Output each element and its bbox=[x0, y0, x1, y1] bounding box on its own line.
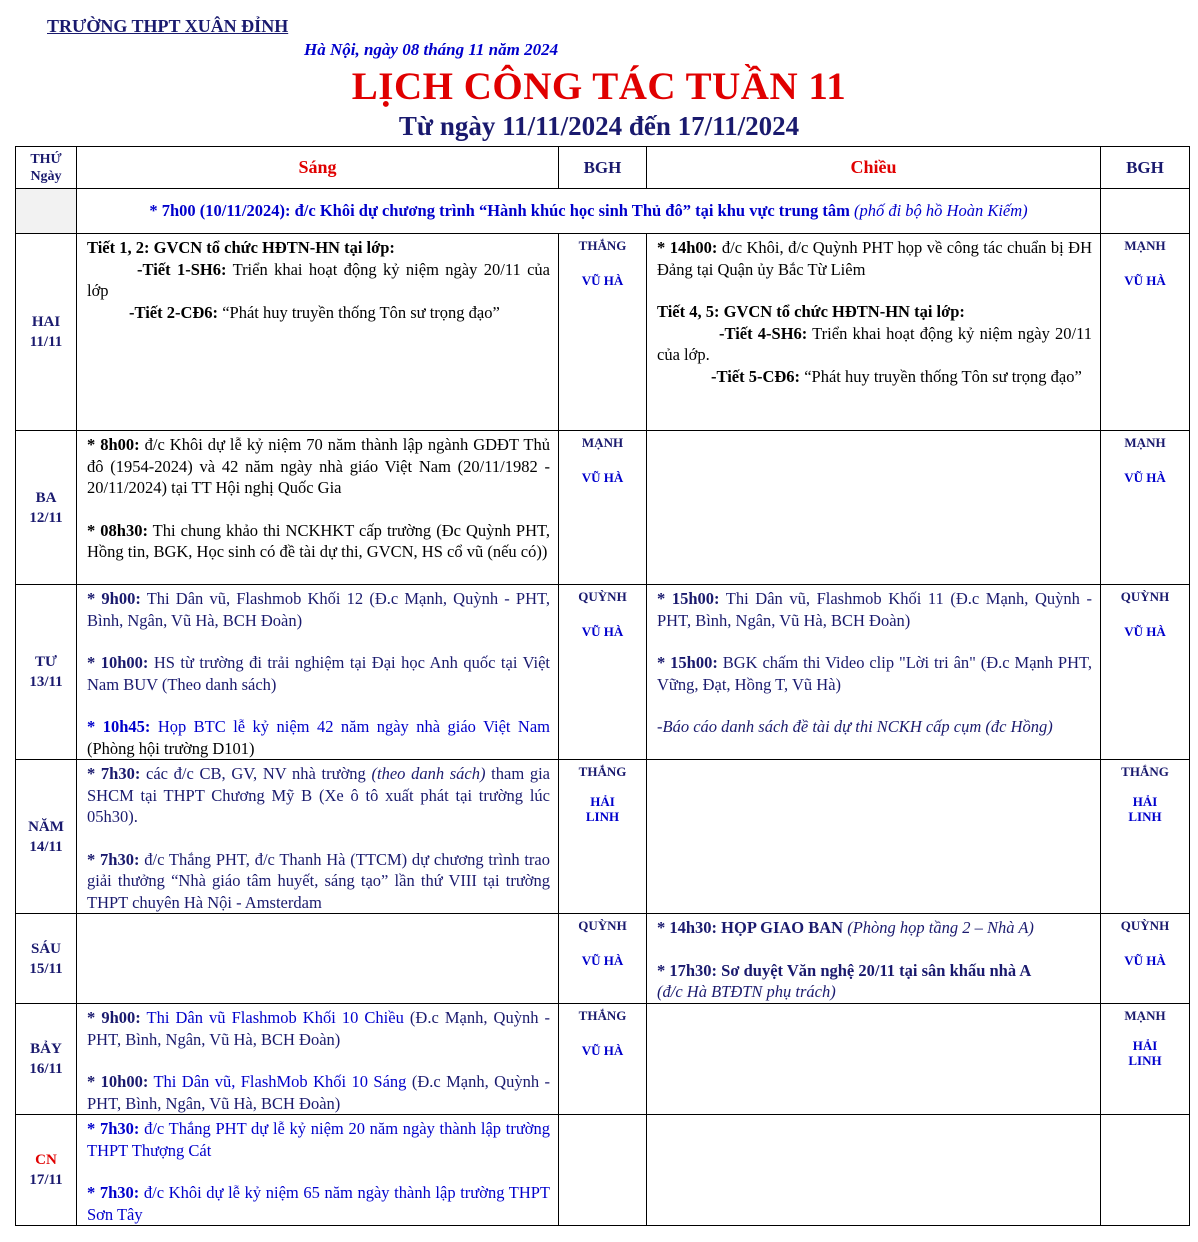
am-item bbox=[87, 1071, 550, 1114]
am-text: đ/c Khôi dự lễ kỷ niệm 70 năm thành lập ngành GDĐT Thủ đô (1954-2024) và 42 năm ngày nhà giáo Việt Nam (20/11/1982 - 20/11/2024) tại TT Hội nghị Quốc Gia bbox=[87, 435, 551, 497]
pm-text-italic: (đ/c Hà BTĐTN phụ trách) bbox=[657, 982, 836, 1001]
notice-italic: (phố đi bộ hồ Hoàn Kiếm) bbox=[853, 201, 1028, 220]
am-text-extra: (Đ.c Mạnh, Quỳnh - PHT, Bình, Ngân, Vũ Hà, BCH Đoàn) bbox=[87, 1008, 551, 1049]
bgh-leader: THẮNG bbox=[578, 764, 627, 779]
am-cell bbox=[77, 431, 559, 585]
day-name: CN bbox=[35, 1152, 57, 1168]
bgh-duty: VŨ HÀ bbox=[1124, 273, 1166, 288]
am-text: HS từ trường đi trải nghiệm tại Đại học Anh quốc tại Việt Nam BUV (Theo danh sách) bbox=[87, 653, 550, 694]
pm-item bbox=[657, 960, 1092, 1003]
bgh-duty: VŨ HÀ bbox=[581, 470, 624, 485]
day-name: BA bbox=[35, 489, 57, 506]
header-thu bbox=[16, 147, 77, 189]
pm-item bbox=[657, 917, 1092, 939]
bgh-duty: VŨ HÀ bbox=[1124, 953, 1166, 968]
am-item bbox=[87, 716, 550, 759]
am-text-italic: (theo danh sách) bbox=[371, 764, 486, 783]
bgh-am bbox=[559, 760, 647, 914]
pm-label: * 14h00: bbox=[657, 238, 718, 257]
bgh-duty: HẢI bbox=[1132, 794, 1158, 809]
pm-label: * 15h00: bbox=[657, 589, 720, 608]
bgh-am bbox=[559, 1115, 647, 1226]
am-label: * 8h00: bbox=[87, 435, 140, 454]
am-item bbox=[87, 763, 550, 828]
bgh-duty: VŨ HÀ bbox=[1124, 624, 1166, 639]
pm-label: * 14h30: HỌP GIAO BAN bbox=[657, 918, 844, 937]
pm-cell bbox=[647, 234, 1101, 431]
am-label: * 9h00: bbox=[87, 1008, 141, 1027]
pm-item: -Báo cáo danh sách đề tài dự thi NCKH cấp cụm (đc Hồng) bbox=[657, 717, 1053, 736]
am-text: Thi Dân vũ, FlashMob Khối 10 Sáng bbox=[148, 1072, 407, 1091]
day-date: 16/11 bbox=[29, 1061, 63, 1077]
bgh-leader: THẮNG bbox=[578, 1008, 627, 1023]
bgh-am bbox=[559, 1004, 647, 1115]
am-item bbox=[87, 1182, 550, 1225]
bgh-leader: MẠNH bbox=[1124, 238, 1166, 253]
am-cell bbox=[77, 234, 559, 431]
bgh-am bbox=[559, 234, 647, 431]
day-row-bay bbox=[16, 1004, 1190, 1115]
notice-cell bbox=[77, 189, 1101, 234]
header-row bbox=[16, 147, 1190, 189]
bgh-leader: QUỲNH bbox=[578, 589, 627, 604]
bgh-pm bbox=[1101, 1004, 1190, 1115]
bgh-pm bbox=[1101, 914, 1190, 1004]
am-item bbox=[87, 520, 550, 563]
am-label: * 7h30: bbox=[87, 849, 140, 869]
date-range: Từ ngày 11/11/2024 đến 17/11/2024 bbox=[398, 111, 800, 141]
bgh-pm bbox=[1101, 760, 1190, 914]
am-label: * 10h00: bbox=[87, 1072, 149, 1091]
day-row-ba bbox=[16, 431, 1190, 585]
am-text: đ/c Khôi dự lễ kỷ niệm 65 năm ngày thành lập trường THPT Sơn Tây bbox=[87, 1183, 551, 1224]
pm-cell bbox=[647, 1004, 1101, 1115]
bgh-pm bbox=[1101, 1115, 1190, 1226]
day-name: BẢY bbox=[30, 1041, 62, 1057]
page-title: LỊCH CÔNG TÁC TUẦN 11 bbox=[351, 65, 847, 108]
schedule-table bbox=[15, 146, 1190, 1226]
day-row-tu bbox=[16, 585, 1190, 760]
day-name: SÁU bbox=[30, 940, 61, 957]
pm-text: BGK chấm thi Video clip "Lời tri ân" (Đ.c Mạnh PHT, Vững, Đạt, Hồng T, Vũ Hà) bbox=[657, 653, 1092, 694]
am-text: đ/c Thắng PHT, đ/c Thanh Hà (TTCM) dự chương trình trao giải thưởng “Nhà giáo tâm huyết, sáng tạo” lần thứ VIII tại trường THPT chuyên Hà Nội - Amsterdam bbox=[87, 849, 550, 912]
bgh-pm bbox=[1101, 585, 1190, 760]
day-row-nam bbox=[16, 760, 1190, 914]
header-sang: Sáng bbox=[77, 147, 559, 189]
header-thu-line1: THỨ bbox=[30, 151, 62, 167]
pm-item bbox=[657, 237, 1092, 280]
am-label: * 7h30: bbox=[87, 1183, 140, 1202]
notice-bgh bbox=[1101, 189, 1190, 234]
day-cell bbox=[16, 760, 77, 914]
am-text: Thi chung khảo thi NCKHKT cấp trường (Đc Quỳnh PHT, Hồng tin, BGK, Học sinh có đề tài dự thi, GVCN, HS cổ vũ (nếu có)) bbox=[87, 520, 550, 561]
day-cell bbox=[16, 1115, 77, 1226]
am-cell bbox=[77, 760, 559, 914]
am-label: * 9h00: bbox=[87, 589, 141, 608]
day-date: 15/11 bbox=[29, 960, 63, 977]
am-text-extra: (Phòng hội trường D101) bbox=[87, 738, 255, 758]
am-label: -Tiết 2-CĐ6: bbox=[129, 302, 219, 322]
day-cell bbox=[16, 1004, 77, 1115]
bgh-duty: VŨ HÀ bbox=[581, 273, 624, 288]
day-date: 17/11 bbox=[29, 1172, 63, 1188]
bgh-leader: MẠNH bbox=[1124, 435, 1166, 450]
pm-text-italic: (Phòng họp tầng 2 – Nhà A) bbox=[843, 918, 1034, 937]
day-cell bbox=[16, 431, 77, 585]
dateline: Hà Nội, ngày 08 tháng 11 năm 2024 bbox=[304, 40, 559, 59]
header-bgh-pm: BGH bbox=[1101, 147, 1190, 189]
pm-cell bbox=[647, 585, 1101, 760]
am-item bbox=[87, 1007, 550, 1050]
bgh-leader: QUỲNH bbox=[1120, 918, 1170, 933]
pm-item bbox=[657, 588, 1092, 631]
bgh-leader: THẮNG bbox=[578, 238, 627, 253]
day-cell bbox=[16, 585, 77, 760]
day-name: TƯ bbox=[35, 654, 57, 670]
am-label: * 10h45: bbox=[87, 717, 151, 736]
am-text: đ/c Thắng PHT dự lễ kỷ niệm 20 năm ngày thành lập trường THPT Thượng Cát bbox=[87, 1119, 550, 1160]
am-text: “Phát huy truyền thống Tôn sư trọng đạo” bbox=[218, 302, 500, 322]
day-row-hai bbox=[16, 234, 1190, 431]
bgh-leader: QUỲNH bbox=[1120, 589, 1170, 604]
am-item bbox=[87, 652, 550, 695]
bgh-duty: VŨ HÀ bbox=[581, 624, 624, 639]
am-text: Thi Dân vũ, Flashmob Khối 12 (Đ.c Mạnh, Quỳnh - PHT, Bình, Ngân, Vũ Hà, BCH Đoàn) bbox=[87, 589, 550, 630]
bgh-duty: VŨ HÀ bbox=[581, 1043, 624, 1058]
pm-item bbox=[657, 652, 1092, 695]
am-item bbox=[87, 1118, 550, 1161]
bgh-pm bbox=[1101, 431, 1190, 585]
am-line bbox=[87, 259, 550, 302]
am-item bbox=[87, 434, 550, 499]
am-cell bbox=[77, 585, 559, 760]
pm-cell bbox=[647, 914, 1101, 1004]
bgh-duty: VŨ HÀ bbox=[1124, 470, 1166, 485]
day-date: 11/11 bbox=[29, 334, 63, 350]
bgh-pm bbox=[1101, 234, 1190, 431]
bgh-duty: HẢI bbox=[1132, 1038, 1158, 1053]
am-label: -Tiết 1-SH6: bbox=[137, 259, 227, 279]
day-name: HAI bbox=[31, 314, 61, 330]
day-row-sau bbox=[16, 914, 1190, 1004]
pm-line bbox=[657, 323, 1092, 366]
header-chieu: Chiều bbox=[647, 147, 1101, 189]
bgh-duty-2: LINH bbox=[1128, 1053, 1162, 1068]
bgh-duty-2: LINH bbox=[585, 809, 620, 824]
pm-label: * 17h30: Sơ duyệt Văn nghệ 20/11 tại sân khấu nhà A bbox=[657, 960, 1032, 980]
pm-cell bbox=[647, 1115, 1101, 1226]
school-name: TRƯỜNG THPT XUÂN ĐỈNH bbox=[47, 16, 289, 36]
day-name: NĂM bbox=[28, 818, 64, 835]
bgh-leader: QUỲNH bbox=[578, 918, 627, 933]
pm-label: -Tiết 4-SH6: bbox=[719, 323, 808, 343]
bgh-duty: HẢI bbox=[590, 794, 615, 809]
am-text-extra: (Đ.c Mạnh, Quỳnh - PHT, Bình, Ngân, Vũ Hà, BCH Đoàn) bbox=[87, 1072, 551, 1113]
am-item bbox=[87, 588, 550, 631]
bgh-leader: MẠNH bbox=[581, 435, 624, 450]
am-label: * 10h00: bbox=[87, 653, 149, 672]
am-cell bbox=[77, 914, 559, 1004]
bgh-am bbox=[559, 431, 647, 585]
am-line: Tiết 1, 2: GVCN tổ chức HĐTN-HN tại lớp: bbox=[87, 238, 395, 257]
day-row-cn bbox=[16, 1115, 1190, 1226]
am-text: Thi Dân vũ Flashmob Khối 10 Chiều bbox=[140, 1008, 404, 1027]
notice-main: * 7h00 (10/11/2024): đ/c Khôi dự chương trình “Hành khúc học sinh Thủ đô” tại khu vực trung tâm bbox=[149, 201, 850, 220]
pm-text: đ/c Khôi, đ/c Quỳnh PHT họp về công tác chuẩn bị ĐH Đảng tại Quận ủy Bắc Từ Liêm bbox=[657, 238, 1093, 279]
am-text: Họp BTC lễ kỷ niệm 42 năm ngày nhà giáo Việt Nam bbox=[150, 717, 551, 736]
bgh-am bbox=[559, 585, 647, 760]
am-text-extra: tham gia SHCM tại THPT Chương Mỹ B (Xe ô tô xuất phát tại trường lúc 05h30). bbox=[87, 764, 550, 826]
pm-line: Tiết 4, 5: GVCN tổ chức HĐTN-HN tại lớp: bbox=[657, 302, 965, 321]
pm-text: “Phát huy truyền thống Tôn sư trọng đạo” bbox=[800, 366, 1082, 386]
bgh-duty-2: LINH bbox=[1128, 809, 1162, 824]
bgh-duty: VŨ HÀ bbox=[581, 953, 624, 968]
am-label: * 7h30: bbox=[87, 764, 141, 783]
day-cell bbox=[16, 234, 77, 431]
am-label: * 08h30: bbox=[87, 520, 148, 540]
pm-label: -Tiết 5-CĐ6: bbox=[711, 366, 801, 386]
am-text: Triển khai hoạt động kỷ niệm ngày 20/11 của lớp bbox=[87, 259, 550, 300]
am-line bbox=[87, 302, 550, 324]
bgh-leader: MẠNH bbox=[1124, 1008, 1166, 1023]
notice-row bbox=[16, 189, 1190, 234]
pm-line bbox=[657, 366, 1092, 388]
pm-cell bbox=[647, 431, 1101, 585]
pm-label: * 15h00: bbox=[657, 653, 718, 672]
bgh-leader: THẮNG bbox=[1121, 764, 1169, 779]
pm-text: Thi Dân vũ, Flashmob Khối 11 (Đ.c Mạnh, Quỳnh - PHT, Bình, Ngân, Vũ Hà, BCH Đoàn) bbox=[657, 589, 1092, 630]
day-date: 12/11 bbox=[29, 509, 63, 526]
day-cell bbox=[16, 914, 77, 1004]
pm-text: Triển khai hoạt động kỷ niệm ngày 20/11 của lớp. bbox=[657, 323, 1092, 364]
am-label: * 7h30: bbox=[87, 1119, 140, 1138]
pm-cell bbox=[647, 760, 1101, 914]
day-date: 13/11 bbox=[29, 674, 63, 690]
day-date: 14/11 bbox=[29, 838, 63, 855]
header-bgh-am: BGH bbox=[559, 147, 647, 189]
am-cell bbox=[77, 1115, 559, 1226]
notice-day-cell bbox=[16, 189, 77, 234]
bgh-am bbox=[559, 914, 647, 1004]
am-item bbox=[87, 849, 550, 914]
am-cell bbox=[77, 1004, 559, 1115]
header-thu-line2: Ngày bbox=[30, 168, 62, 184]
am-text: các đ/c CB, GV, NV nhà trường bbox=[140, 764, 372, 783]
